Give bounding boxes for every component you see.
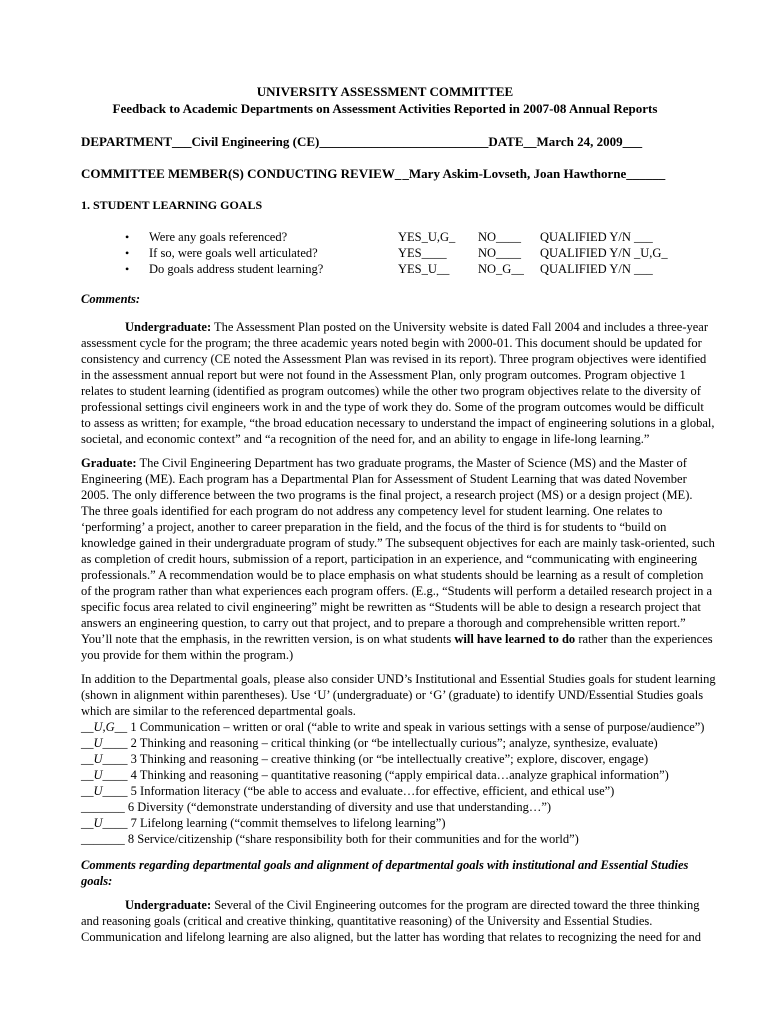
goal-item [81, 832, 579, 848]
yes-answer: YES_U__ [398, 262, 450, 276]
paragraph-line: ‘performing’ a project, another to career preparation in the field, and the focus of the third is for students to “build on [81, 520, 667, 534]
alignment-heading: goals: [81, 874, 113, 888]
goal-mark: _______ [81, 832, 125, 846]
goal-mark: __U____ [81, 784, 128, 798]
question-text: If so, were goals well articulated? [149, 246, 318, 260]
goal-item [81, 816, 446, 832]
yes-answer: YES_U,G_ [398, 230, 456, 244]
paragraph-line: relates to student learning (identified as program outcomes) while the other two program objectives relate to the diversity of [81, 384, 701, 398]
paragraph-line: assessment cycle for the program; the three academic years noted begin with 2000-01. This document should be updated for [81, 336, 702, 350]
question-text: Were any goals referenced? [149, 230, 288, 244]
paragraph-line: knowledge gained in their undergraduate program of study.” The subsequent objectives for each are mainly task-oriented, such [81, 536, 715, 550]
paragraph-line: answers an engineering question, to carry out that project, and to prepare a thorough and comprehensible written report.” [81, 616, 686, 630]
paragraph-line: Engineering (ME). Each program has a Departmental Plan for Assessment of Student Learning that was dated November [81, 472, 687, 486]
paragraph-line [125, 898, 700, 914]
undergraduate-label: Undergraduate: [125, 898, 212, 912]
section-heading: 1. STUDENT LEARNING GOALS [81, 198, 263, 212]
goal-text: 5 Information literacy (“be able to access and evaluate…for effective, efficient, and ethical use”) [127, 784, 615, 798]
paragraph-line: Communication and lifelong learning are also aligned, but the latter has wording that relates to recognizing the need for and [81, 930, 701, 944]
paragraph-text: rather than the experiences [575, 632, 713, 646]
no-answer: NO_G__ [478, 262, 524, 276]
paragraph-line: in the assessment annual report but were not found in the Assessment Plan, only program outcomes. Program objective 1 [81, 368, 686, 382]
alignment-heading: Comments regarding departmental goals and alignment of departmental goals with institutional and Essential Studies [81, 858, 689, 872]
paragraph-line: consistency and currency (CE noted the Assessment Plan was revised in its report). Three program objectives were identified [81, 352, 707, 366]
paragraph-line: The three goals identified for each program do not address any competency level for student learning. One relates to [81, 504, 663, 518]
goal-item [81, 800, 551, 816]
goal-mark: __U____ [81, 752, 128, 766]
goal-mark: _______ [81, 800, 125, 814]
goal-text: 7 Lifelong learning (“commit themselves to lifelong learning”) [127, 816, 446, 830]
paragraph-line [125, 320, 708, 336]
goal-mark: __U,G__ [81, 720, 128, 734]
paragraph-line: In addition to the Departmental goals, please also consider UND’s Institutional and Essential Studies goals for student learning [81, 672, 716, 686]
paragraph-line [81, 456, 687, 472]
paragraph-text: The Civil Engineering Department has two graduate programs, the Master of Science (MS) and the Master of [139, 456, 687, 470]
paragraph-line: as completion of credit hours, submission of a report, participation in an experience, and “communicating with engineering [81, 552, 698, 566]
qualified-answer: QUALIFIED Y/N ___ [540, 230, 653, 244]
paragraph-line: societal, and economic context” and “a recognition of the need for, and an ability to engage in life-long learning.” [81, 432, 650, 446]
paragraph-line: professional settings civil engineers work in and the type of work they do. Some of the program outcomes would be difficult [81, 400, 704, 414]
department-line: DEPARTMENT___Civil Engineering (CE)__________________________DATE__March 24, 2009___ [81, 134, 643, 149]
paragraph-text: The Assessment Plan posted on the University website is dated Fall 2004 and includes a three-year [214, 320, 709, 334]
qualified-answer: QUALIFIED Y/N ___ [540, 262, 653, 276]
goal-item [81, 784, 614, 800]
paragraph-text: Several of the Civil Engineering outcomes for the program are directed toward the three thinking [214, 898, 700, 912]
goal-mark: __U____ [81, 816, 128, 830]
goal-mark: __U____ [81, 736, 128, 750]
no-answer: NO____ [478, 246, 522, 260]
goal-item [81, 720, 704, 736]
goal-text: 4 Thinking and reasoning – quantitative reasoning (“apply empirical data…analyze graphical information”) [127, 768, 669, 782]
goal-item [81, 768, 669, 784]
comments-label: Comments: [81, 292, 141, 306]
document-title: UNIVERSITY ASSESSMENT COMMITTEE [256, 84, 514, 99]
goal-text: 8 Service/citizenship (“share responsibility both for their communities and for the world”) [124, 832, 579, 846]
undergraduate-label: Undergraduate: [125, 320, 212, 334]
paragraph-line: professionals.” A recommendation would be to place emphasis on what students should be learning as a result of completion [81, 568, 704, 582]
question-text: Do goals address student learning? [149, 262, 324, 276]
paragraph-line: you provide for them within the program.) [81, 648, 294, 662]
paragraph-line: and reasoning goals (critical and creative thinking, quantitative reasoning) of the University and Essential Studies. [81, 914, 653, 928]
paragraph-text: You’ll note that the emphasis, in the rewritten version, is on what students [81, 632, 455, 646]
goal-text: 2 Thinking and reasoning – critical thinking (or “be intellectually curious”; analyze, synthesize, evaluate) [127, 736, 658, 750]
paragraph-line: (shown in alignment within parentheses). Use ‘U’ (undergraduate) or ‘G’ (graduate) to identify UND/Essential Studies goals [81, 688, 704, 702]
bullet-icon: • [125, 262, 130, 276]
paragraph-line: of the program rather than what experiences each program offers. (E.g., “Students will perform a detailed research project in a [81, 584, 713, 598]
committee-members-line: COMMITTEE MEMBER(S) CONDUCTING REVIEW_ _Mary Askim-Lovseth, Joan Hawthorne______ [81, 166, 666, 181]
goal-item [81, 752, 648, 768]
paragraph-line: to assess as written; for example, “the broad education necessary to understand the impact of engineering solutions in a global, [81, 416, 715, 430]
goal-mark: __U____ [81, 768, 128, 782]
qualified-answer: QUALIFIED Y/N _U,G_ [540, 246, 668, 260]
goal-item [81, 736, 658, 752]
bullet-icon: • [125, 230, 130, 244]
goal-text: 6 Diversity (“demonstrate understanding of diversity and use that understanding…”) [124, 800, 552, 814]
paragraph-line: which are similar to the referenced departmental goals. [81, 704, 356, 718]
goal-text: 1 Communication – written or oral (“able to write and speak in various settings with a sense of purpose/audience”) [127, 720, 705, 734]
paragraph-line [81, 632, 713, 648]
graduate-label: Graduate: [81, 456, 137, 470]
document-subtitle: Feedback to Academic Departments on Assessment Activities Reported in 2007-08 Annual Reports [112, 101, 658, 116]
bullet-icon: • [125, 246, 130, 260]
paragraph-line: 2005. The only difference between the two programs is the final project, a research project (MS) or a design project (ME). [81, 488, 693, 502]
goal-text: 3 Thinking and reasoning – creative thinking (or “be intellectually creative”; explore, discover, engage) [127, 752, 649, 766]
no-answer: NO____ [478, 230, 522, 244]
yes-answer: YES____ [398, 246, 447, 260]
emphasis-text: will have learned to do [454, 632, 576, 646]
paragraph-line: specific focus area related to civil engineering” might be rewritten as “Students will be able to design a research project that [81, 600, 701, 614]
